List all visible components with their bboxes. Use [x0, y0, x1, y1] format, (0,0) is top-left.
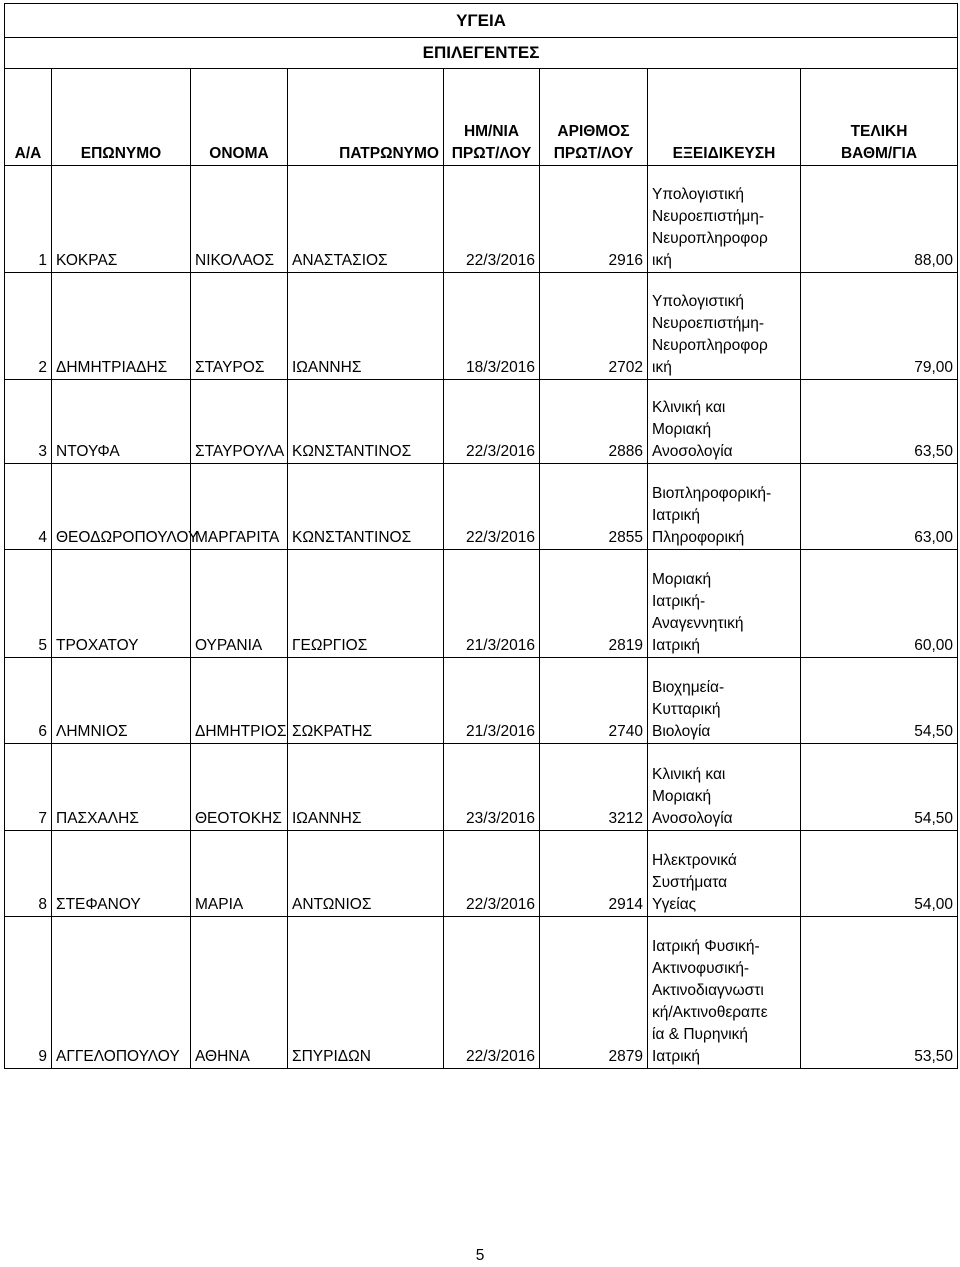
header-final-grade	[801, 69, 958, 166]
row-final-grade: 63,00	[801, 464, 958, 550]
row-specialty-line: Βιοπληροφορική-	[652, 485, 772, 502]
row-surname: ΝΤΟΥΦΑ	[52, 380, 191, 464]
row-name: ΜΑΡΓΑΡΙΤΑ	[191, 464, 288, 550]
row-specialty	[648, 380, 801, 464]
row-aa: 9	[5, 917, 52, 1069]
row-specialty-line: Μοριακή	[652, 571, 712, 588]
row-protocol-date: 23/3/2016	[444, 744, 540, 831]
row-surname: ΑΓΓΕΛΟΠΟΥΛΟΥ	[52, 917, 191, 1069]
table-body	[5, 166, 958, 1069]
row-specialty-line: Υγείας	[652, 896, 697, 913]
header-row	[5, 69, 958, 166]
row-father-name: ΚΩΝΣΤΑΝΤΙΝΟΣ	[288, 464, 444, 550]
row-father-name: ΚΩΝΣΤΑΝΤΙΝΟΣ	[288, 380, 444, 464]
row-final-grade: 53,50	[801, 917, 958, 1069]
header-name: ΟΝΟΜΑ	[191, 69, 288, 166]
row-surname: ΚΟΚΡΑΣ	[52, 166, 191, 273]
row-aa: 1	[5, 166, 52, 273]
row-name: ΟΥΡΑΝΙΑ	[191, 550, 288, 658]
row-father-name: ΣΠΥΡΙΔΩΝ	[288, 917, 444, 1069]
row-final-grade: 54,50	[801, 744, 958, 831]
row-specialty-line: Ιατρική	[652, 507, 701, 524]
row-specialty-line: Ανοσολογία	[652, 443, 733, 460]
row-protocol-number: 3212	[540, 744, 648, 831]
table-row	[5, 380, 958, 464]
row-protocol-date: 21/3/2016	[444, 658, 540, 744]
header-protocol-number-line2: ΠΡΩΤ/ΛΟΥ	[553, 145, 634, 162]
row-final-grade: 54,50	[801, 658, 958, 744]
row-father-name: ΙΩΑΝΝΗΣ	[288, 744, 444, 831]
header-protocol-date-line1: ΗΜ/ΝΙΑ	[463, 123, 520, 140]
row-protocol-number: 2740	[540, 658, 648, 744]
row-specialty-line: ική	[652, 252, 672, 269]
row-specialty-line: Συστήματα	[652, 874, 728, 891]
row-specialty-line: Αναγεννητική	[652, 615, 744, 632]
row-aa: 7	[5, 744, 52, 831]
header-surname: ΕΠΩΝΥΜΟ	[52, 69, 191, 166]
row-specialty	[648, 464, 801, 550]
row-protocol-date: 18/3/2016	[444, 273, 540, 380]
row-specialty-line: Κλινική και	[652, 399, 726, 416]
row-aa: 6	[5, 658, 52, 744]
row-specialty-line: Υπολογιστική	[652, 186, 744, 203]
row-specialty-line: Ακτινοδιαγνωστι	[652, 982, 764, 999]
row-protocol-date: 22/3/2016	[444, 166, 540, 273]
table-row	[5, 744, 958, 831]
row-specialty-line: Μοριακή	[652, 421, 712, 438]
row-father-name: ΙΩΑΝΝΗΣ	[288, 273, 444, 380]
row-father-name: ΑΝΤΩΝΙΟΣ	[288, 831, 444, 917]
row-specialty-line: ία & Πυρηνική	[652, 1026, 749, 1043]
table-row	[5, 166, 958, 273]
row-specialty-line: Υπολογιστική	[652, 293, 744, 310]
row-specialty-line: Ιατρική	[652, 637, 701, 654]
table-row	[5, 464, 958, 550]
row-name: ΣΤΑΥΡΟΥΛΑ	[191, 380, 288, 464]
row-specialty-line: Ακτινοφυσική-	[652, 960, 750, 977]
row-specialty-line: ική	[652, 359, 672, 376]
row-specialty-line: Νευροπληροφορ	[652, 337, 768, 354]
row-father-name: ΣΩΚΡΑΤΗΣ	[288, 658, 444, 744]
row-aa: 5	[5, 550, 52, 658]
row-surname: ΛΗΜΝΙΟΣ	[52, 658, 191, 744]
row-name: ΔΗΜΗΤΡΙΟΣ	[191, 658, 288, 744]
row-protocol-number: 2855	[540, 464, 648, 550]
row-protocol-number: 2879	[540, 917, 648, 1069]
row-protocol-date: 22/3/2016	[444, 831, 540, 917]
row-final-grade: 79,00	[801, 273, 958, 380]
row-final-grade: 63,50	[801, 380, 958, 464]
row-surname: ΣΤΕΦΑΝΟΥ	[52, 831, 191, 917]
row-specialty	[648, 658, 801, 744]
row-specialty-line: κή/Ακτινοθεραπε	[652, 1004, 768, 1021]
row-surname: ΔΗΜΗΤΡΙΑΔΗΣ	[52, 273, 191, 380]
row-specialty-line: Κυτταρική	[652, 701, 721, 718]
table-row	[5, 550, 958, 658]
row-specialty-line: Νευροπληροφορ	[652, 230, 768, 247]
header-protocol-number-line1: ΑΡΙΘΜΟΣ	[557, 123, 630, 140]
row-protocol-date: 22/3/2016	[444, 917, 540, 1069]
header-aa: Α/Α	[5, 69, 52, 166]
row-protocol-number: 2819	[540, 550, 648, 658]
row-father-name: ΑΝΑΣΤΑΣΙΟΣ	[288, 166, 444, 273]
header-protocol-date	[444, 69, 540, 166]
row-father-name: ΓΕΩΡΓΙΟΣ	[288, 550, 444, 658]
table-title: ΥΓΕΙΑ	[5, 4, 958, 38]
row-specialty-line: Κλινική και	[652, 766, 726, 783]
row-specialty	[648, 166, 801, 273]
page-number: 5	[475, 1247, 485, 1264]
row-final-grade: 60,00	[801, 550, 958, 658]
row-specialty	[648, 744, 801, 831]
table-row	[5, 658, 958, 744]
row-name: ΣΤΑΥΡΟΣ	[191, 273, 288, 380]
row-name: ΝΙΚΟΛΑΟΣ	[191, 166, 288, 273]
row-protocol-date: 22/3/2016	[444, 464, 540, 550]
row-final-grade: 88,00	[801, 166, 958, 273]
row-specialty	[648, 917, 801, 1069]
row-protocol-number: 2914	[540, 831, 648, 917]
row-specialty-line: Βιολογία	[652, 723, 711, 740]
row-specialty-line: Ιατρική	[652, 1048, 701, 1065]
row-specialty-line: Ηλεκτρονικά	[652, 852, 737, 869]
table-row	[5, 273, 958, 380]
row-protocol-date: 22/3/2016	[444, 380, 540, 464]
header-final-grade-line2: ΒΑΘΜ/ΓΙΑ	[840, 145, 918, 162]
row-specialty	[648, 831, 801, 917]
row-surname: ΠΑΣΧΑΛΗΣ	[52, 744, 191, 831]
table-row	[5, 831, 958, 917]
row-specialty-line: Νευροεπιστήμη-	[652, 315, 765, 332]
row-specialty-line: Νευροεπιστήμη-	[652, 208, 765, 225]
row-aa: 8	[5, 831, 52, 917]
row-specialty	[648, 273, 801, 380]
row-specialty-line: Πληροφορική	[652, 529, 745, 546]
selected-candidates-table	[4, 3, 958, 1069]
row-specialty-line: Ιατρική Φυσική-	[652, 938, 760, 955]
row-surname: ΘΕΟΔΩΡΟΠΟΥΛΟΥ	[52, 464, 191, 550]
header-father-name: ΠΑΤΡΩΝΥΜΟ	[288, 69, 444, 166]
row-surname: ΤΡΟΧΑΤΟΥ	[52, 550, 191, 658]
row-protocol-number: 2702	[540, 273, 648, 380]
row-specialty-line: Ανοσολογία	[652, 810, 733, 827]
row-name: ΜΑΡΙΑ	[191, 831, 288, 917]
row-specialty-line: Βιοχημεία-	[652, 679, 725, 696]
header-specialty: ΕΞΕΙΔΙΚΕΥΣΗ	[648, 69, 801, 166]
row-protocol-number: 2886	[540, 380, 648, 464]
table-subtitle: ΕΠΙΛΕΓΕΝΤΕΣ	[5, 38, 958, 69]
row-name: ΘΕΟΤΟΚΗΣ	[191, 744, 288, 831]
row-final-grade: 54,00	[801, 831, 958, 917]
row-specialty-line: Ιατρική-	[652, 593, 706, 610]
row-specialty	[648, 550, 801, 658]
row-protocol-date: 21/3/2016	[444, 550, 540, 658]
header-final-grade-line1: ΤΕΛΙΚΗ	[850, 123, 908, 140]
row-aa: 4	[5, 464, 52, 550]
table-row	[5, 917, 958, 1069]
row-aa: 2	[5, 273, 52, 380]
row-protocol-number: 2916	[540, 166, 648, 273]
row-specialty-line: Μοριακή	[652, 788, 712, 805]
row-aa: 3	[5, 380, 52, 464]
header-protocol-date-line2: ΠΡΩΤ/ΛΟΥ	[451, 145, 532, 162]
header-protocol-number	[540, 69, 648, 166]
row-name: ΑΘΗΝΑ	[191, 917, 288, 1069]
